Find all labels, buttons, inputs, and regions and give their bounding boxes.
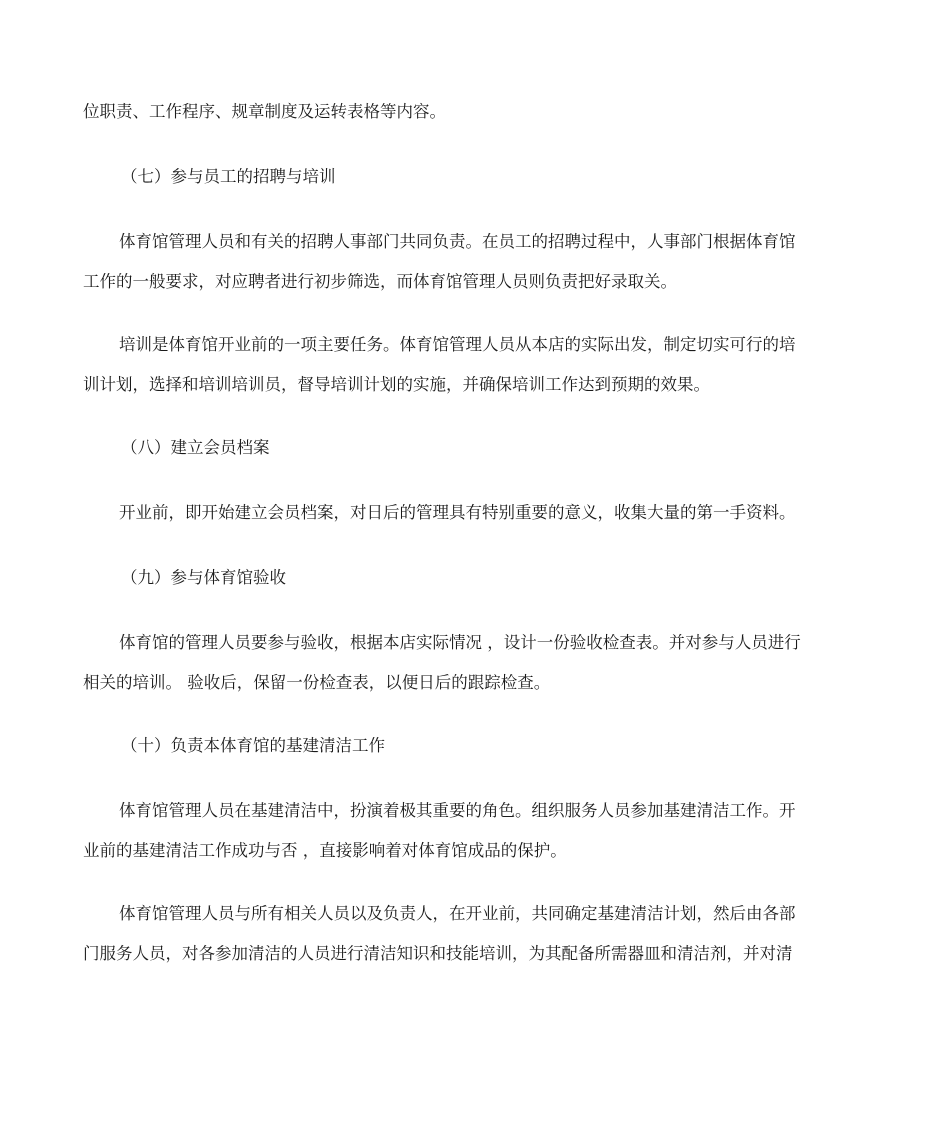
paragraph-line: 业前的基建清洁工作成功与否 ，直接影响着对体育馆成品的保护。 xyxy=(83,841,567,860)
paragraph-line: 开业前，即开始建立会员档案，对日后的管理具有特别重要的意义，收集大量的第一手资料。 xyxy=(119,503,796,522)
paragraph-line: 位职责、工作程序、规章制度及运转表格等内容。 xyxy=(83,102,446,121)
paragraph-line: 训计划，选择和培训培训员，督导培训计划的实施，并确保培训工作达到预期的效果。 xyxy=(83,375,710,394)
paragraph-line: 门服务人员，对各参加清洁的人员进行清洁知识和技能培训，为其配备所需器皿和清洁剂，并对清 xyxy=(83,944,793,963)
section-heading-10: （十）负责本体育馆的基建清洁工作 xyxy=(121,736,385,755)
section-heading-7: （七）参与员工的招聘与培训 xyxy=(121,167,336,186)
paragraph-line: 体育馆的管理人员要参与验收，根据本店实际情况 ，设计一份验收检查表。并对参与人员进行 xyxy=(119,633,801,652)
paragraph-line: 培训是体育馆开业前的一项主要任务。体育馆管理人员从本店的实际出发，制定切实可行的培 xyxy=(119,335,796,354)
paragraph-line: 相关的培训。 验收后，保留一份检查表，以便日后的跟踪检查。 xyxy=(83,673,551,692)
paragraph-line: 体育馆管理人员和有关的招聘人事部门共同负责。在员工的招聘过程中，人事部门根据体育馆 xyxy=(119,232,796,251)
section-heading-9: （九）参与体育馆验收 xyxy=(121,568,286,587)
paragraph-line: 体育馆管理人员与所有相关人员以及负责人，在开业前，共同确定基建清洁计划，然后由各部 xyxy=(119,904,796,923)
document-body xyxy=(83,92,868,974)
paragraph-line: 体育馆管理人员在基建清洁中，扮演着极其重要的角色。组织服务人员参加基建清洁工作。开 xyxy=(119,801,796,820)
paragraph-line: 工作的一般要求，对应聘者进行初步筛选，而体育馆管理人员则负责把好录取关。 xyxy=(83,272,677,291)
section-heading-8: （八）建立会员档案 xyxy=(121,438,270,457)
